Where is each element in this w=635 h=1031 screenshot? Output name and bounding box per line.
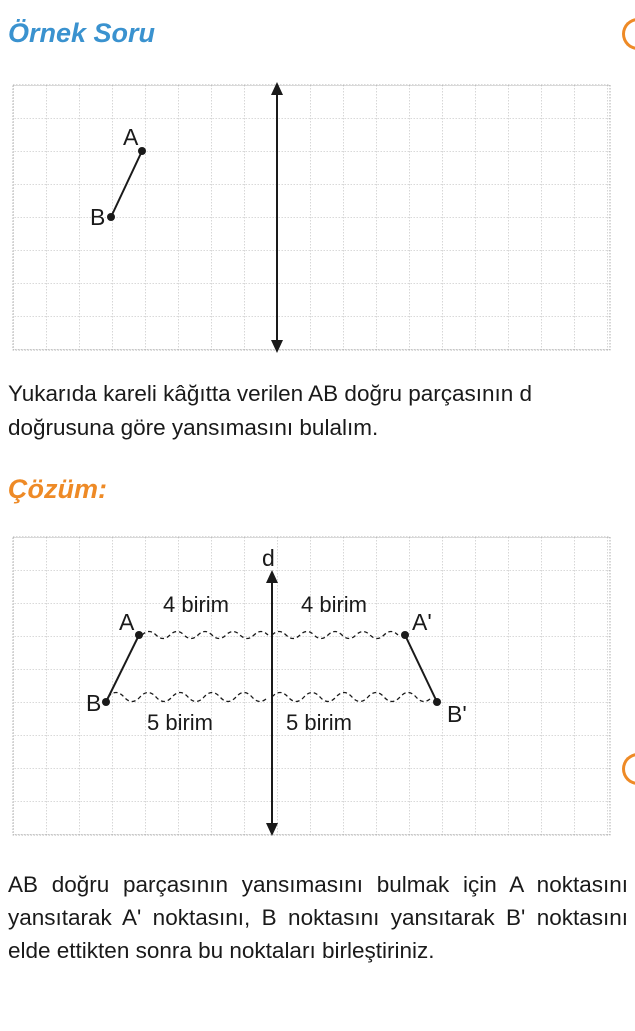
point-a-prime (401, 631, 409, 639)
solution-text: AB doğru parçasının yansımasını bulmak için A noktasını yansıtarak A' noktasını, B noktasını yansıtarak B' noktasını elde ettikten sonra bu noktaları birleştiriniz. (8, 872, 628, 963)
point-b (102, 698, 110, 706)
point-a (135, 631, 143, 639)
point-b-label: B (86, 690, 102, 716)
point-a-label: A (119, 609, 135, 635)
example-grid-figure (0, 70, 635, 360)
point-b (107, 213, 115, 221)
side-tab-icon (622, 18, 635, 50)
point-b-label: B (90, 204, 106, 230)
question-text: Yukarıda kareli kâğıtta verilen AB doğru parçasının d doğrusuna göre yansımasını bulalım. (8, 381, 533, 440)
point-b-prime (433, 698, 441, 706)
distance-a-left-label: 4 birim (163, 592, 230, 617)
solution-grid (13, 537, 610, 835)
solution-grid-figure (0, 525, 635, 845)
distance-b-right-label: 5 birim (286, 710, 353, 735)
solution-heading: Çözüm: (8, 474, 107, 504)
line-d-label: d (262, 545, 275, 571)
distance-b-left-label: 5 birim (147, 710, 214, 735)
example-heading: Örnek Soru (8, 18, 156, 48)
point-a-label: A (123, 124, 139, 150)
point-a (138, 147, 146, 155)
distance-a-right-label: 4 birim (301, 592, 368, 617)
point-b-prime-label: B' (447, 701, 467, 727)
point-a-prime-label: A' (412, 609, 432, 635)
